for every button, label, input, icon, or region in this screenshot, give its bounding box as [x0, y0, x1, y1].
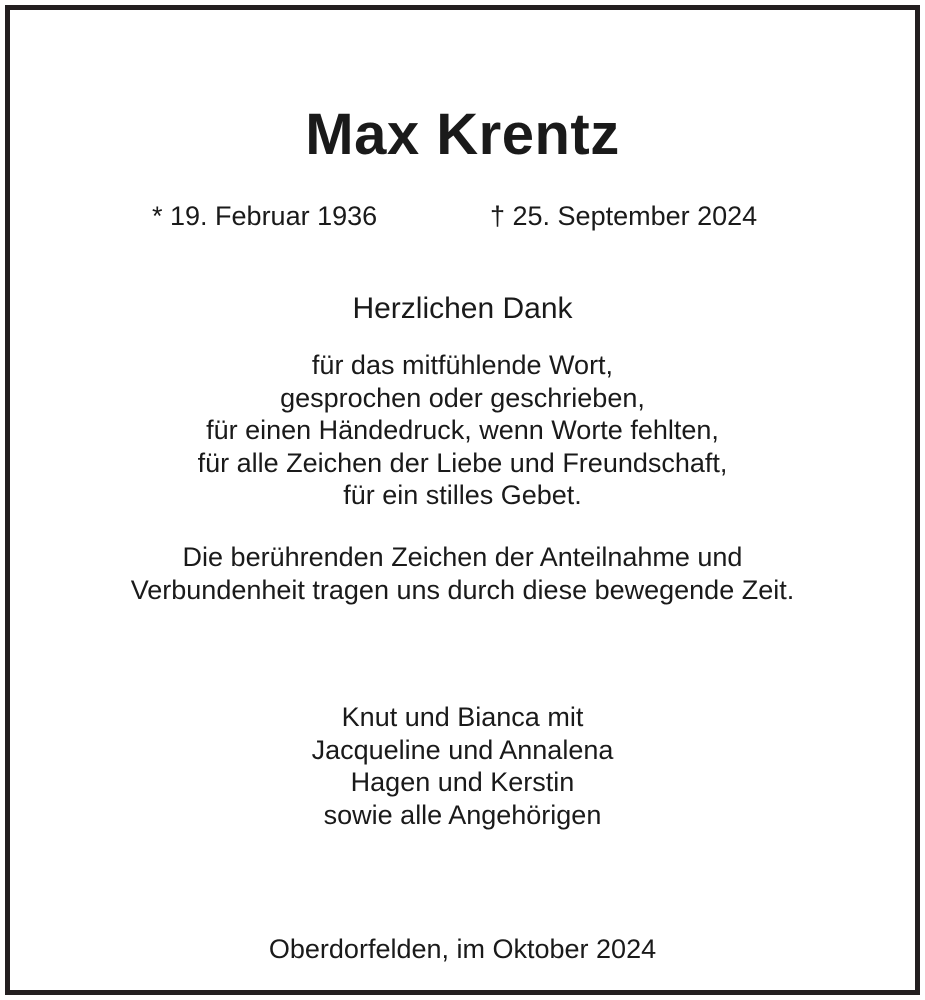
verse-line: gesprochen oder geschrieben,	[280, 382, 645, 413]
death-date: † 25. September 2024	[490, 201, 758, 231]
signer-line: Hagen und Kerstin	[350, 767, 575, 797]
verse-line: für einen Händedruck, wenn Worte fehlten,	[206, 415, 719, 445]
birth-date: * 19. Februar 1936	[152, 201, 378, 231]
place-date: Oberdorfelden, im Oktober 2024	[268, 934, 657, 964]
signer-line: Knut und Bianca mit	[341, 702, 584, 732]
thanks-verse	[10, 349, 915, 512]
signers	[10, 701, 915, 831]
support-paragraph	[10, 541, 915, 606]
deceased-name: Max Krentz	[305, 102, 620, 167]
verse-line: für ein stilles Gebet.	[343, 480, 582, 510]
verse-line: für alle Zeichen der Liebe und Freundschaft,	[197, 447, 728, 478]
signer-line: sowie alle Angehörigen	[323, 799, 602, 830]
signer-line: Jacqueline und Annalena	[311, 734, 614, 765]
support-line: Die berührenden Zeichen der Anteilnahme und	[182, 542, 743, 572]
obituary-notice	[5, 5, 920, 995]
verse-line: für das mitfühlende Wort,	[311, 350, 614, 380]
thanks-heading: Herzlichen Dank	[352, 292, 573, 325]
support-line: Verbundenheit tragen uns durch diese bewegende Zeit.	[130, 574, 795, 605]
